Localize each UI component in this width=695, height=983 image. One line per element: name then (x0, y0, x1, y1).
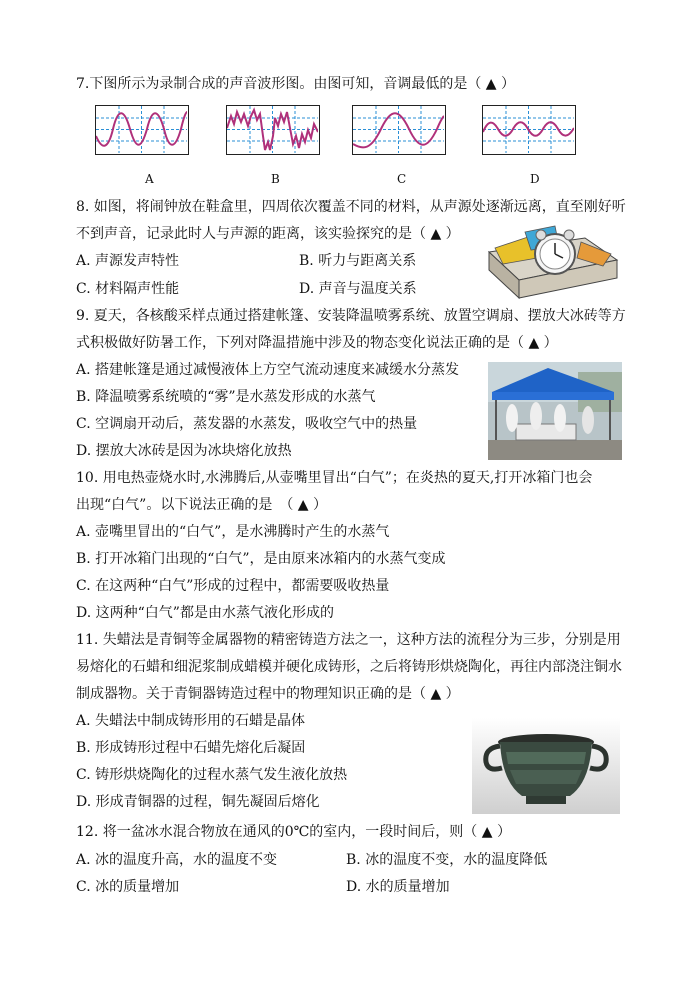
label-a: A (145, 172, 154, 186)
q10-option-d: D. 这两种“白气”都是由水蒸气液化形成的 (76, 605, 334, 621)
q9-option-c: C. 空调扇开动后，蒸发器的水蒸发，吸收空气中的热量 (76, 416, 418, 432)
q9-option-b: B. 降温喷雾系统喷的“雾”是水蒸发形成的水蒸气 (76, 389, 376, 405)
q12-option-d: D. 水的质量增加 (346, 879, 450, 895)
q11-option-b: B. 形成铸形过程中石蜡先熔化后凝固 (76, 740, 306, 756)
q10-option-c: C. 在这两种“白气”形成的过程中，都需要吸收热量 (76, 578, 390, 594)
testing-tent-photo (488, 362, 622, 460)
q8-stem-2: 不到声音，记录此时人与声源的距离，该实验探究的是（ ▲ ） (76, 226, 460, 242)
q11-stem-2: 易熔化的石蜡和细泥浆制成蜡模并硬化成铸形，之后将铸形烘烧陶化，再往内部浇注铜水 (76, 659, 622, 675)
label-c: C (397, 172, 407, 186)
waveform-b (226, 105, 320, 155)
q12-stem: 12. 将一盆冰水混合物放在通风的0℃的室内，一段时间后，则（ ▲ ） (76, 824, 511, 840)
q11-stem-1: 11. 失蜡法是青铜等金属器物的精密铸造方法之一，这种方法的流程分为三步，分别是用 (76, 632, 621, 648)
label-d: D (530, 172, 540, 186)
q10-option-a: A. 壶嘴里冒出的“白气”，是水沸腾时产生的水蒸气 (76, 524, 390, 540)
waveform-d (482, 105, 576, 155)
q8-option-c: C. 材料隔声性能 (76, 281, 180, 297)
q11-option-c: C. 铸形烘烧陶化的过程水蒸气发生液化放热 (76, 767, 348, 783)
q8-stem-1: 8. 如图，将闹钟放在鞋盒里，四周依次覆盖不同的材料，从声源处逐渐远离，直至刚好听 (76, 199, 626, 215)
label-b: B (271, 172, 280, 186)
q9-option-a: A. 搭建帐篷是通过减慢液体上方空气流动速度来减缓水分蒸发 (76, 362, 460, 378)
bronze-vessel-photo (472, 718, 620, 814)
q9-stem-2: 式积极做好防暑工作，下列对降温措施中涉及的物态变化说法正确的是（ ▲ ） (76, 335, 558, 351)
waveform-c (352, 105, 446, 155)
waveform-a (95, 105, 189, 155)
q11-option-d: D. 形成青铜器的过程，铜先凝固后熔化 (76, 794, 320, 810)
q11-option-a: A. 失蜡法中制成铸形用的石蜡是晶体 (76, 713, 306, 729)
q8-option-b: B. 听力与距离关系 (299, 253, 417, 269)
shoebox-alarm-clock-illustration (485, 218, 620, 300)
q10-stem-2: 出现“白气”。以下说法正确的是 （ ▲ ） (76, 497, 327, 513)
q10-option-b: B. 打开冰箱门出现的“白气”，是由原来冰箱内的水蒸气变成 (76, 551, 446, 567)
q12-option-c: C. 冰的质量增加 (76, 879, 180, 895)
q8-option-d: D. 声音与温度关系 (299, 281, 417, 297)
q9-stem-1: 9. 夏天，各核酸采样点通过搭建帐篷、安装降温喷雾系统、放置空调扇、摆放大冰砖等方 (76, 308, 626, 324)
q11-stem-3: 制成器物。关于青铜器铸造过程中的物理知识正确的是（ ▲ ） (76, 686, 460, 702)
q12-option-a: A. 冰的温度升高，水的温度不变 (76, 852, 278, 868)
q8-option-a: A. 声源发声特性 (76, 253, 180, 269)
q7-stem: 7.下图所示为录制合成的声音波形图。由图可知，音调最低的是（ ▲ ） (76, 76, 516, 92)
q10-stem-1: 10. 用电热壶烧水时,水沸腾后,从壶嘴里冒出“白气”；在炎热的夏天,打开冰箱门也会 (76, 470, 593, 486)
q9-option-d: D. 摆放大冰砖是因为冰块熔化放热 (76, 443, 292, 459)
q12-option-b: B. 冰的温度不变，水的温度降低 (346, 852, 548, 868)
